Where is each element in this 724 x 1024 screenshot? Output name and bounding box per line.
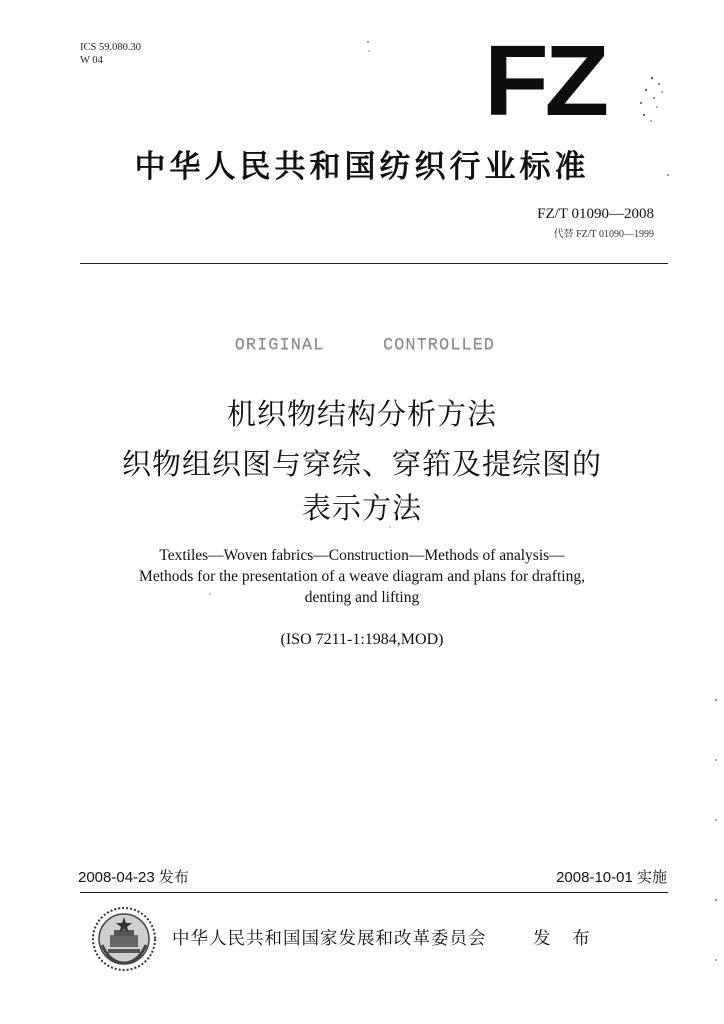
ics-code: ICS 59.080.30: [80, 42, 141, 53]
issuing-authority: 中华人民共和国国家发展和改革委员会: [172, 929, 487, 949]
standard-number: FZ/T 01090—2008: [537, 206, 654, 222]
implementation-date: 2008-10-01 实施: [556, 869, 667, 886]
classification-codes: [80, 41, 141, 67]
header-divider: [80, 263, 668, 264]
chinese-title-line-1: 机织物结构分析方法: [226, 397, 497, 431]
footer-divider: [80, 892, 668, 893]
controlled-stamp-text: CONTROLLED: [382, 336, 496, 355]
chinese-title-line-3: 表示方法: [301, 491, 422, 525]
english-title-line-3: denting and lifting: [304, 589, 420, 606]
national-emblem-icon: [90, 905, 158, 973]
fz-logo: FZ: [484, 25, 606, 137]
publish-label: 发 布: [533, 929, 598, 949]
logo-speckle-decoration: [632, 70, 672, 125]
original-stamp-text: ORIGINAL: [234, 336, 325, 355]
iso-reference: (ISO 7211-1:1984,MOD): [280, 631, 444, 648]
issue-date: 2008-04-23 发布: [78, 869, 189, 886]
english-title-line-2: Methods for the presentation of a weave diagram and plans for drafting,: [139, 568, 585, 585]
original-stamp: [228, 328, 331, 363]
english-title-line-1: Textiles—Woven fabrics—Construction—Methods of analysis—: [159, 547, 565, 564]
controlled-stamp: [383, 328, 495, 363]
w-code: W 04: [80, 55, 103, 66]
english-title: [60, 545, 664, 608]
standard-category-title: 中华人民共和国纺织行业标准: [134, 149, 590, 185]
replaces-standard: 代替 FZ/T 01090—1999: [553, 229, 654, 240]
chinese-title-line-2: 织物组织图与穿综、穿筘及提综图的: [121, 447, 602, 481]
